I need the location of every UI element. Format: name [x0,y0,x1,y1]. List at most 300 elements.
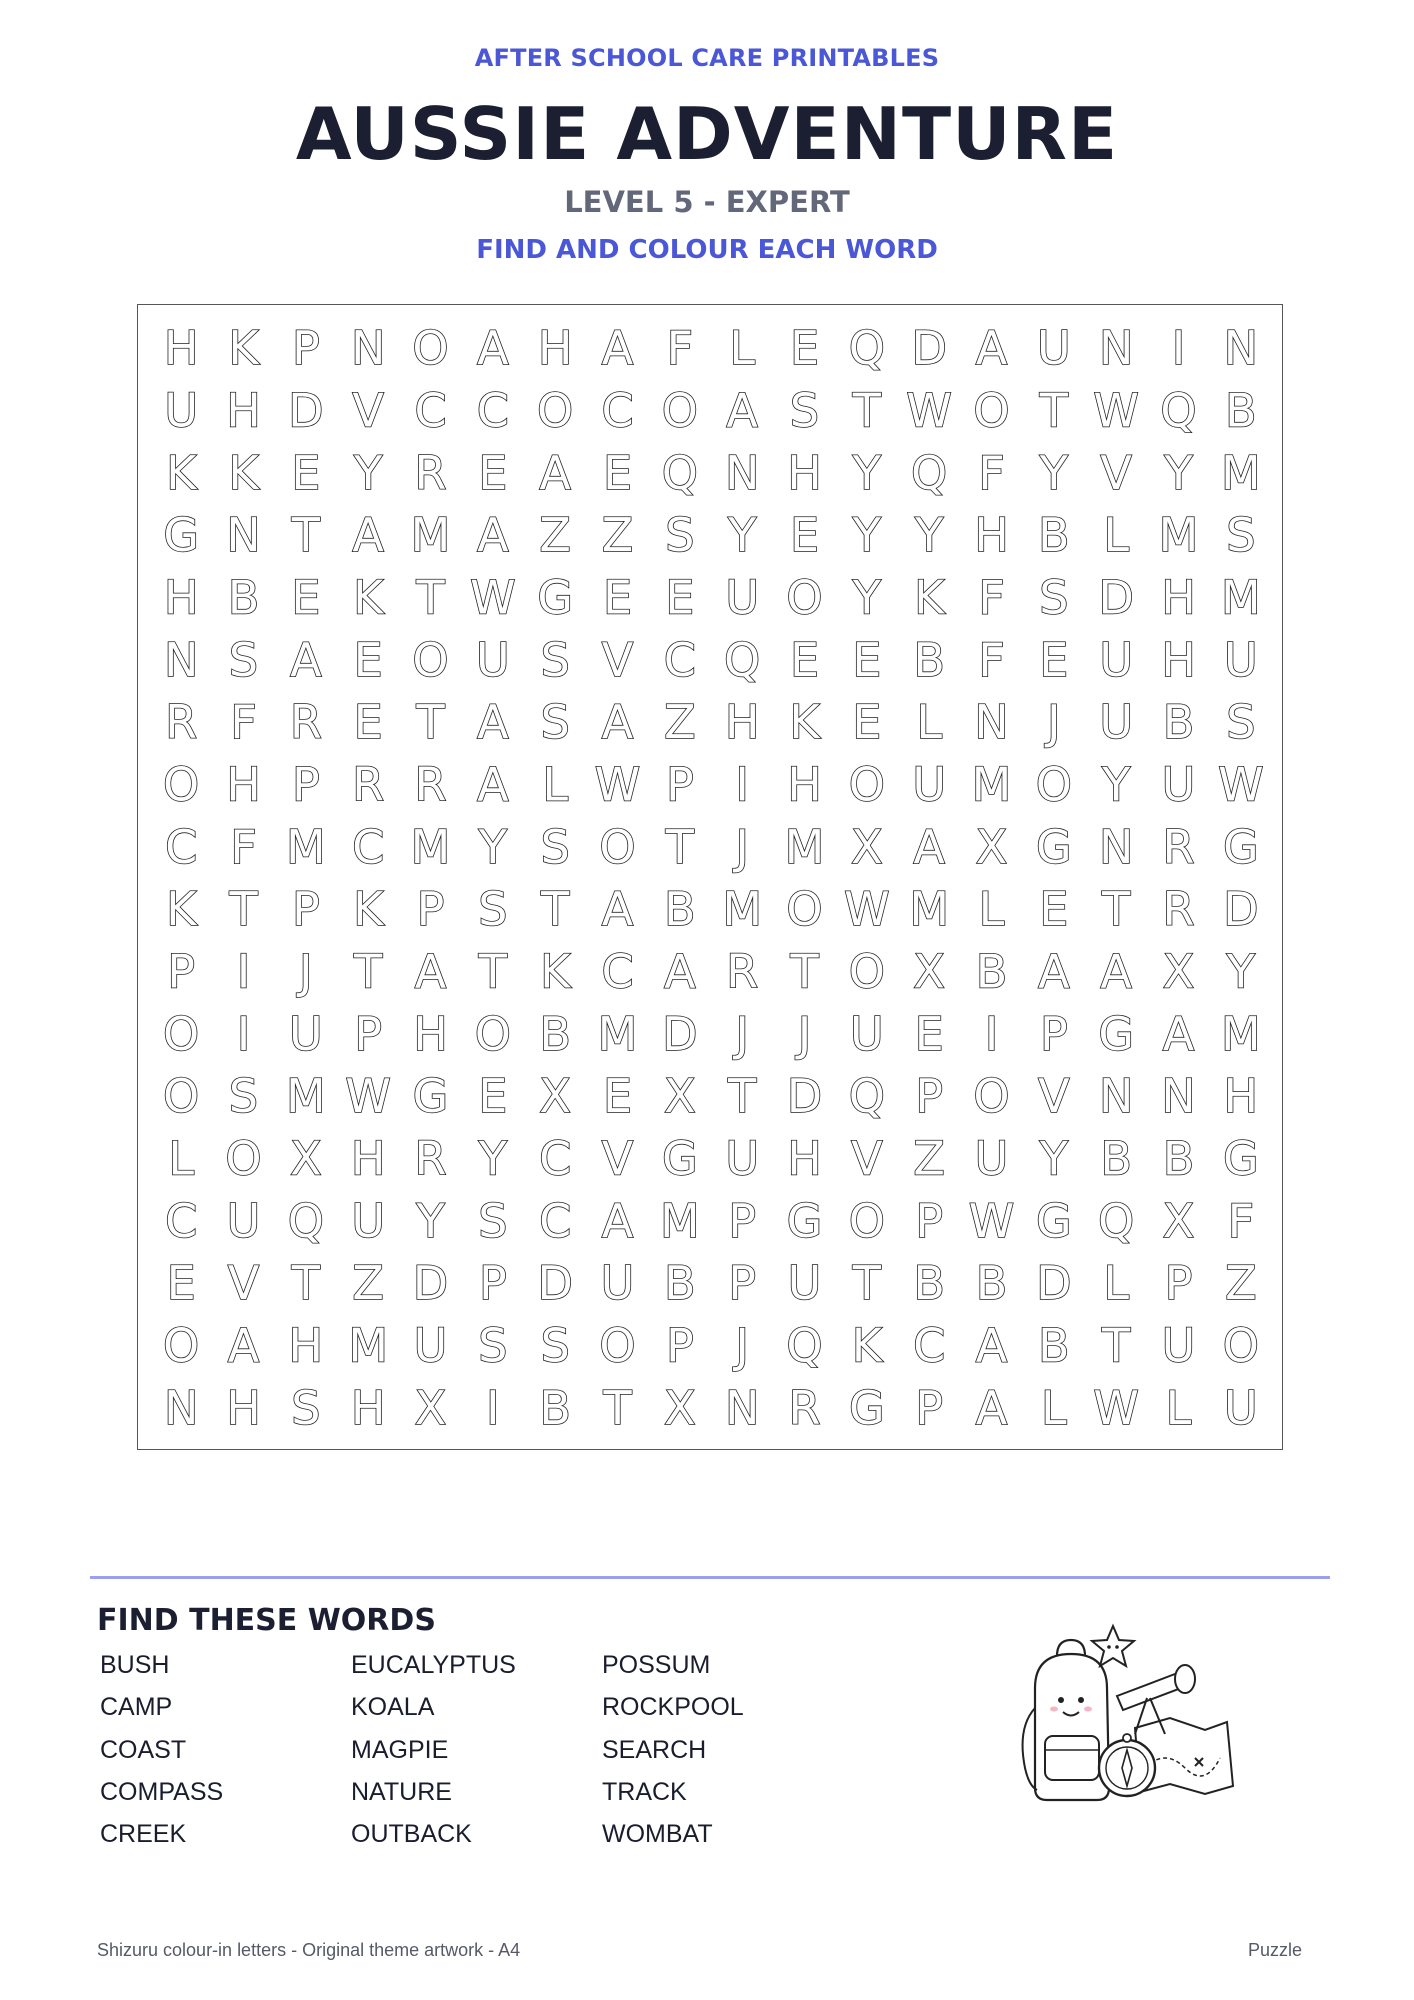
grid-letter[interactable]: O [163,757,200,812]
grid-letter[interactable]: E [914,1006,944,1061]
grid-letter[interactable]: E [665,570,695,625]
grid-letter[interactable]: K [789,695,820,750]
grid-letter[interactable]: U [725,570,760,625]
grid-letter[interactable]: U [475,632,510,687]
grid-letter[interactable]: A [1162,1006,1195,1061]
grid-letter[interactable]: U [912,757,947,812]
grid-letter[interactable]: W [345,1069,391,1124]
grid-letter[interactable]: R [1162,819,1195,874]
grid-letter[interactable]: T [790,944,819,999]
grid-letter[interactable]: H [413,1006,448,1061]
grid-letter[interactable]: V [601,1131,634,1186]
grid-letter[interactable]: J [735,819,749,874]
grid-letter[interactable]: J [797,1006,812,1061]
grid-letter[interactable]: O [848,944,885,999]
grid-letter[interactable]: I [236,1006,251,1061]
grid-letter[interactable]: M [410,508,451,563]
grid-letter[interactable]: F [666,321,694,376]
grid-letter[interactable]: S [1226,508,1256,563]
grid-letter[interactable]: R [289,695,322,750]
grid-letter[interactable]: L [729,321,755,376]
grid-letter[interactable]: O [225,1131,262,1186]
grid-letter[interactable]: E [353,632,383,687]
grid-letter[interactable]: G [1223,1131,1259,1186]
grid-letter[interactable]: Y [852,445,881,500]
grid-letter[interactable]: A [913,819,945,874]
grid-letter[interactable]: B [227,570,260,625]
grid-letter[interactable]: P [915,1380,944,1435]
grid-letter[interactable]: P [728,1193,757,1248]
grid-letter[interactable]: X [851,819,883,874]
grid-letter[interactable]: V [851,1131,883,1186]
grid-letter[interactable]: A [1100,944,1132,999]
grid-letter[interactable]: X [539,1069,571,1124]
grid-letter[interactable]: K [228,445,259,500]
grid-letter[interactable]: V [1100,445,1132,500]
grid-letter[interactable]: A [975,1380,1008,1435]
grid-letter[interactable]: T [728,1069,757,1124]
grid-letter[interactable]: A [726,383,758,438]
grid-letter[interactable]: M [597,1006,638,1061]
grid-letter[interactable]: D [288,383,324,438]
grid-letter[interactable]: H [1223,1069,1259,1124]
grid-letter[interactable]: E [291,570,321,625]
grid-letter[interactable]: S [540,1318,570,1373]
grid-letter[interactable]: W [1218,757,1264,812]
grid-letter[interactable]: H [787,1131,822,1186]
grid-letter[interactable]: H [1161,632,1196,687]
grid-letter[interactable]: I [735,757,749,812]
grid-letter[interactable]: H [787,757,822,812]
grid-letter[interactable]: Y [852,570,881,625]
grid-letter[interactable]: F [978,570,1005,625]
grid-letter[interactable]: O [786,570,823,625]
grid-letter[interactable]: T [603,1380,632,1435]
grid-letter[interactable]: U [226,1193,261,1248]
grid-letter[interactable]: P [1039,1006,1068,1061]
grid-letter[interactable]: I [1171,321,1186,376]
grid-letter[interactable]: Y [478,1131,507,1186]
grid-letter[interactable]: T [478,944,507,999]
grid-letter[interactable]: T [1102,882,1131,937]
grid-letter[interactable]: R [1162,882,1195,937]
grid-letter[interactable]: U [600,1256,635,1311]
grid-letter[interactable]: D [412,1256,449,1311]
grid-letter[interactable]: V [227,1256,260,1311]
grid-letter[interactable]: O [848,757,885,812]
grid-letter[interactable]: B [1038,508,1070,563]
grid-letter[interactable]: Y [354,445,383,500]
grid-letter[interactable]: A [601,695,634,750]
grid-letter[interactable]: P [915,1069,944,1124]
grid-letter[interactable]: W [906,383,952,438]
grid-letter[interactable]: Q [1160,383,1197,438]
grid-letter[interactable]: E [789,632,820,687]
grid-letter[interactable]: S [228,1069,259,1124]
grid-letter[interactable]: X [664,1380,696,1435]
grid-letter[interactable]: U [787,1256,822,1311]
grid-letter[interactable]: E [166,1256,196,1311]
grid-letter[interactable]: M [1220,445,1261,500]
grid-letter[interactable]: A [601,1193,634,1248]
grid-letter[interactable]: Q [848,1069,885,1124]
grid-letter[interactable]: U [849,1006,884,1061]
grid-letter[interactable]: K [166,445,197,500]
grid-letter[interactable]: U [1099,632,1134,687]
grid-letter[interactable]: M [722,882,763,937]
grid-letter[interactable]: F [1227,1193,1255,1248]
grid-letter[interactable]: H [350,1380,386,1435]
grid-letter[interactable]: T [665,819,694,874]
grid-letter[interactable]: B [913,632,945,687]
grid-letter[interactable]: Y [1164,445,1193,500]
grid-letter[interactable]: U [1036,321,1071,376]
grid-letter[interactable]: T [291,1256,320,1311]
grid-letter[interactable]: E [602,570,633,625]
grid-letter[interactable]: S [1039,570,1069,625]
grid-letter[interactable]: K [228,321,259,376]
grid-letter[interactable]: C [539,1193,572,1248]
grid-letter[interactable]: H [787,445,822,500]
grid-letter[interactable]: B [664,1256,696,1311]
grid-letter[interactable]: X [414,1380,447,1435]
grid-letter[interactable]: W [470,570,516,625]
grid-letter[interactable]: G [849,1380,885,1435]
grid-letter[interactable]: K [353,882,384,937]
grid-letter[interactable]: S [540,819,570,874]
grid-letter[interactable]: X [1162,944,1195,999]
grid-letter[interactable]: P [728,1256,757,1311]
grid-letter[interactable]: B [1100,1131,1132,1186]
grid-letter[interactable]: Y [728,508,757,563]
grid-letter[interactable]: F [230,695,257,750]
grid-letter[interactable]: Z [539,508,571,563]
grid-letter[interactable]: P [291,882,320,937]
grid-letter[interactable]: A [352,508,384,563]
grid-letter[interactable]: E [602,1069,633,1124]
grid-letter[interactable]: C [352,819,385,874]
grid-letter[interactable]: U [288,1006,323,1061]
grid-letter[interactable]: A [601,882,634,937]
grid-letter[interactable]: R [414,757,447,812]
grid-letter[interactable]: Q [1098,1193,1135,1248]
grid-letter[interactable]: C [539,1131,572,1186]
grid-letter[interactable]: B [1162,1131,1195,1186]
grid-letter[interactable]: H [537,321,573,376]
grid-letter[interactable]: R [726,944,759,999]
grid-letter[interactable]: P [1164,1256,1193,1311]
grid-letter[interactable]: L [1165,1380,1192,1435]
grid-letter[interactable]: U [413,1318,448,1373]
grid-letter[interactable]: P [478,1256,507,1311]
grid-letter[interactable]: Y [1039,445,1068,500]
grid-letter[interactable]: E [852,632,882,687]
grid-letter[interactable]: E [602,445,633,500]
grid-letter[interactable]: A [477,321,509,376]
grid-letter[interactable]: T [354,944,383,999]
grid-letter[interactable]: B [1038,1318,1070,1373]
grid-letter[interactable]: N [226,508,261,563]
grid-letter[interactable]: B [1225,383,1257,438]
grid-letter[interactable]: D [1098,570,1134,625]
grid-letter[interactable]: U [1161,757,1196,812]
grid-letter[interactable]: E [852,695,882,750]
grid-letter[interactable]: O [599,819,636,874]
grid-letter[interactable]: V [352,383,384,438]
grid-letter[interactable]: B [913,1256,945,1311]
grid-letter[interactable]: N [1223,321,1259,376]
grid-letter[interactable]: B [975,944,1008,999]
grid-letter[interactable]: S [540,695,570,750]
grid-letter[interactable]: N [724,445,760,500]
grid-letter[interactable]: M [1220,1006,1261,1061]
grid-letter[interactable]: A [477,757,509,812]
grid-letter[interactable]: Z [664,695,696,750]
grid-letter[interactable]: N [724,1380,760,1435]
grid-letter[interactable]: B [539,1380,571,1435]
grid-letter[interactable]: O [599,1318,636,1373]
grid-letter[interactable]: G [412,1069,449,1124]
grid-letter[interactable]: T [1102,1318,1131,1373]
grid-letter[interactable]: E [478,1069,508,1124]
grid-letter[interactable]: A [414,944,447,999]
grid-letter[interactable]: R [414,445,447,500]
grid-letter[interactable]: Q [287,1193,324,1248]
grid-letter[interactable]: L [916,695,942,750]
grid-letter[interactable]: Y [1102,757,1131,812]
grid-letter[interactable]: U [974,1131,1009,1186]
grid-letter[interactable]: S [228,632,259,687]
grid-letter[interactable]: M [784,819,825,874]
grid-letter[interactable]: N [1161,1069,1196,1124]
grid-letter[interactable]: D [911,321,947,376]
grid-letter[interactable]: N [350,321,386,376]
grid-letter[interactable]: J [735,1006,749,1061]
grid-letter[interactable]: S [291,1380,321,1435]
grid-letter[interactable]: W [844,882,890,937]
grid-letter[interactable]: L [168,1131,194,1186]
grid-letter[interactable]: A [975,1318,1008,1373]
grid-letter[interactable]: U [351,1193,386,1248]
grid-letter[interactable]: Z [1225,1256,1257,1311]
grid-letter[interactable]: N [1098,1069,1134,1124]
grid-letter[interactable]: H [724,695,760,750]
grid-letter[interactable]: X [290,1131,322,1186]
grid-letter[interactable]: F [978,445,1005,500]
grid-letter[interactable]: J [299,944,313,999]
grid-letter[interactable]: C [476,383,509,438]
grid-letter[interactable]: M [971,757,1012,812]
grid-letter[interactable]: G [537,570,573,625]
grid-letter[interactable]: H [226,383,261,438]
grid-letter[interactable]: O [412,632,449,687]
grid-letter[interactable]: Y [1226,944,1255,999]
grid-letter[interactable]: M [1158,508,1199,563]
grid-letter[interactable]: Z [913,1131,945,1186]
grid-letter[interactable]: P [665,757,694,812]
grid-letter[interactable]: T [1039,383,1068,438]
grid-letter[interactable]: C [601,383,634,438]
grid-letter[interactable]: C [165,1193,198,1248]
grid-letter[interactable]: Y [416,1193,445,1248]
grid-letter[interactable]: J [735,1318,749,1373]
grid-letter[interactable]: E [478,445,508,500]
grid-letter[interactable]: C [601,944,634,999]
grid-letter[interactable]: O [661,383,698,438]
grid-letter[interactable]: C [663,632,696,687]
grid-letter[interactable]: L [1041,1380,1067,1435]
grid-letter[interactable]: N [974,695,1009,750]
grid-letter[interactable]: U [1223,1380,1258,1435]
grid-letter[interactable]: E [1039,882,1069,937]
grid-letter[interactable]: B [975,1256,1008,1311]
grid-letter[interactable]: E [789,508,820,563]
grid-letter[interactable]: X [664,1069,696,1124]
grid-letter[interactable]: Y [852,508,881,563]
grid-letter[interactable]: S [478,1318,508,1373]
grid-letter[interactable]: G [163,508,199,563]
grid-letter[interactable]: P [416,882,445,937]
grid-letter[interactable]: W [1093,1380,1139,1435]
grid-letter[interactable]: F [230,819,257,874]
grid-letter[interactable]: M [285,1069,326,1124]
grid-letter[interactable]: O [848,1193,885,1248]
grid-letter[interactable]: H [288,1318,324,1373]
grid-letter[interactable]: H [1161,570,1196,625]
grid-letter[interactable]: P [291,757,320,812]
grid-letter[interactable]: T [416,695,445,750]
grid-letter[interactable]: W [968,1193,1015,1248]
grid-letter[interactable]: X [1162,1193,1195,1248]
grid-letter[interactable]: O [537,383,574,438]
grid-letter[interactable]: U [1099,695,1134,750]
grid-letter[interactable]: G [1098,1006,1134,1061]
grid-letter[interactable]: A [539,445,571,500]
grid-letter[interactable]: O [163,1006,200,1061]
grid-letter[interactable]: T [541,882,570,937]
grid-letter[interactable]: K [353,570,384,625]
grid-letter[interactable]: H [350,1131,386,1186]
grid-letter[interactable]: H [163,321,199,376]
grid-letter[interactable]: I [236,944,251,999]
grid-letter[interactable]: S [478,882,508,937]
grid-letter[interactable]: S [540,632,570,687]
grid-letter[interactable]: P [291,321,320,376]
grid-letter[interactable]: G [1036,819,1072,874]
grid-letter[interactable]: M [410,819,451,874]
grid-letter[interactable]: T [291,508,320,563]
grid-letter[interactable]: G [1036,1193,1072,1248]
grid-letter[interactable]: G [786,1193,823,1248]
grid-letter[interactable]: S [789,383,820,438]
grid-letter[interactable]: D [786,1069,823,1124]
grid-letter[interactable]: Y [1039,1131,1068,1186]
grid-letter[interactable]: D [1223,882,1259,937]
grid-letter[interactable]: S [665,508,695,563]
grid-letter[interactable]: D [662,1006,698,1061]
grid-letter[interactable]: O [163,1069,200,1124]
grid-letter[interactable]: B [664,882,696,937]
grid-letter[interactable]: A [975,321,1008,376]
grid-letter[interactable]: T [852,1256,881,1311]
grid-letter[interactable]: I [984,1006,999,1061]
grid-letter[interactable]: N [1098,321,1134,376]
grid-letter[interactable]: I [486,1380,500,1435]
grid-letter[interactable]: B [1162,695,1195,750]
grid-letter[interactable]: S [478,1193,508,1248]
grid-letter[interactable]: T [416,570,445,625]
grid-letter[interactable]: M [909,882,950,937]
grid-letter[interactable]: K [166,882,197,937]
grid-letter[interactable]: A [477,508,509,563]
grid-letter[interactable]: O [973,1069,1010,1124]
grid-letter[interactable]: W [1093,383,1139,438]
grid-letter[interactable]: N [1098,819,1134,874]
grid-letter[interactable]: K [914,570,945,625]
grid-letter[interactable]: W [594,757,641,812]
grid-letter[interactable]: C [913,1318,946,1373]
grid-letter[interactable]: L [978,882,1005,937]
grid-letter[interactable]: E [789,321,820,376]
grid-letter[interactable]: O [786,882,823,937]
grid-letter[interactable]: O [412,321,449,376]
grid-letter[interactable]: T [852,383,881,438]
grid-letter[interactable]: O [474,1006,511,1061]
grid-letter[interactable]: B [539,1006,571,1061]
grid-letter[interactable]: E [353,695,383,750]
grid-letter[interactable]: Q [724,632,761,687]
grid-letter[interactable]: J [1047,695,1061,750]
grid-letter[interactable]: M [1220,570,1261,625]
grid-letter[interactable]: P [167,944,196,999]
grid-letter[interactable]: A [664,944,696,999]
grid-letter[interactable]: R [352,757,385,812]
grid-letter[interactable]: M [348,1318,389,1373]
grid-letter[interactable]: Q [848,321,885,376]
grid-letter[interactable]: C [414,383,447,438]
grid-letter[interactable]: M [285,819,326,874]
grid-letter[interactable]: H [974,508,1009,563]
grid-letter[interactable]: G [1223,819,1259,874]
grid-letter[interactable]: E [291,445,321,500]
grid-letter[interactable]: N [163,1380,199,1435]
grid-letter[interactable]: R [165,695,198,750]
grid-letter[interactable]: Q [661,445,698,500]
grid-letter[interactable]: F [978,632,1005,687]
grid-letter[interactable]: Q [786,1318,823,1373]
grid-letter[interactable]: C [165,819,198,874]
grid-letter[interactable]: L [1103,508,1129,563]
grid-letter[interactable]: O [163,1318,200,1373]
grid-letter[interactable]: L [1103,1256,1129,1311]
grid-letter[interactable]: H [226,757,261,812]
grid-letter[interactable]: R [414,1131,447,1186]
grid-letter[interactable]: L [542,757,568,812]
grid-letter[interactable]: Q [911,445,948,500]
grid-letter[interactable]: A [477,695,509,750]
grid-letter[interactable]: X [913,944,945,999]
grid-letter[interactable]: K [851,1318,882,1373]
grid-letter[interactable]: O [973,383,1010,438]
grid-letter[interactable]: A [1038,944,1070,999]
grid-letter[interactable]: D [1036,1256,1072,1311]
grid-letter[interactable]: M [659,1193,700,1248]
grid-letter[interactable]: O [1222,1318,1259,1373]
grid-letter[interactable]: G [662,1131,698,1186]
grid-letter[interactable]: V [601,632,634,687]
grid-letter[interactable]: K [540,944,571,999]
grid-letter[interactable]: U [725,1131,760,1186]
